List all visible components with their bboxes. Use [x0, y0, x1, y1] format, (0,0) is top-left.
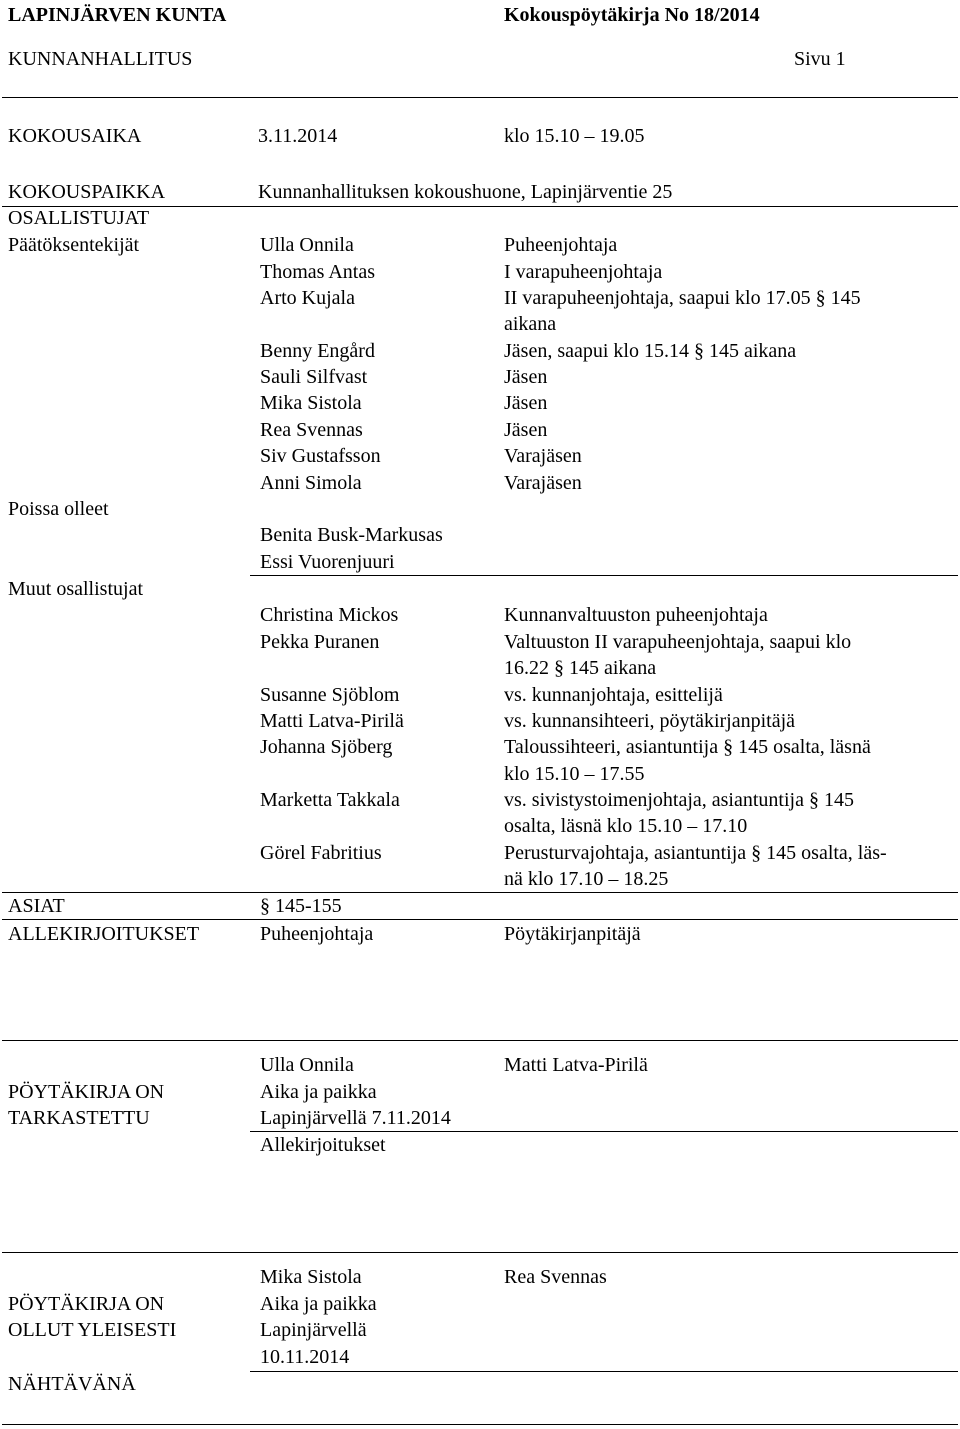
- other-role-cont: klo 15.10 – 17.55: [504, 763, 645, 785]
- matters-label: ASIAT: [8, 895, 65, 917]
- other-name: Matti Latva-Pirilä: [260, 710, 404, 732]
- member-name: Arto Kujala: [260, 287, 355, 309]
- absent-divider: [250, 575, 958, 576]
- checked-signatures-label: Allekirjoitukset: [260, 1134, 386, 1156]
- absent-name: Benita Busk-Markusas: [260, 524, 443, 546]
- checked-divider: [2, 1252, 958, 1253]
- public-label-line2: OLLUT YLEISESTI: [8, 1319, 177, 1341]
- absent-label: Poissa olleet: [8, 498, 109, 520]
- participants-label: OSALLISTUJAT: [8, 207, 150, 229]
- other-role: vs. kunnansihteeri, pöytäkirjanpitäjä: [504, 710, 796, 732]
- meeting-place-label: KOKOUSPAIKKA: [8, 181, 166, 203]
- other-role-cont: nä klo 17.10 – 18.25: [504, 868, 669, 890]
- header-divider: [2, 97, 958, 98]
- other-name: Marketta Takkala: [260, 789, 400, 811]
- other-role: Taloussihteeri, asiantuntija § 145 osalta, läsnä: [504, 736, 871, 758]
- matters-divider: [2, 919, 958, 920]
- member-name: Anni Simola: [260, 472, 362, 494]
- checked-time-place-label: Aika ja paikka: [260, 1081, 377, 1103]
- document-title: Kokouspöytäkirja No 18/2014: [504, 4, 760, 26]
- member-role: Puheenjohtaja: [504, 234, 618, 256]
- checker-name: Ulla Onnila: [260, 1054, 354, 1076]
- member-name: Mika Sistola: [260, 392, 362, 414]
- bottom-divider: [2, 1424, 958, 1425]
- member-name: Siv Gustafsson: [260, 445, 381, 467]
- member-name: Rea Svennas: [260, 419, 363, 441]
- public-time-place-label: Aika ja paikka: [260, 1293, 377, 1315]
- member-role: Varajäsen: [504, 472, 582, 494]
- signatures-divider: [2, 1040, 958, 1041]
- other-name: Pekka Puranen: [260, 631, 380, 653]
- other-role-cont: 16.22 § 145 aikana: [504, 657, 657, 679]
- member-name: Ulla Onnila: [260, 234, 354, 256]
- others-label: Muut osallistujat: [8, 578, 143, 600]
- public-inner-divider: [250, 1371, 958, 1372]
- other-role: vs. kunnanjohtaja, esittelijä: [504, 684, 723, 706]
- member-name: Benny Engård: [260, 340, 375, 362]
- member-role-cont: aikana: [504, 313, 557, 335]
- secretary-signature-label: Pöytäkirjanpitäjä: [504, 923, 641, 945]
- public-place: Lapinjärvellä: [260, 1319, 367, 1341]
- other-name: Christina Mickos: [260, 604, 399, 626]
- public-person: Mika Sistola: [260, 1266, 362, 1288]
- page-number: Sivu 1: [794, 48, 846, 70]
- checked-label-line2: TARKASTETTU: [8, 1107, 150, 1129]
- meeting-time: klo 15.10 – 19.05: [504, 125, 645, 147]
- matters-value: § 145-155: [260, 895, 342, 917]
- member-name: Thomas Antas: [260, 261, 375, 283]
- other-role: Kunnanvaltuuston puheenjohtaja: [504, 604, 768, 626]
- member-role: II varapuheenjohtaja, saapui klo 17.05 § 145: [504, 287, 861, 309]
- member-role: Jäsen: [504, 419, 548, 441]
- body-name: KUNNANHALLITUS: [8, 48, 193, 70]
- other-name: Görel Fabritius: [260, 842, 382, 864]
- public-label-line3: NÄHTÄVÄNÄ: [8, 1373, 136, 1395]
- other-name: Susanne Sjöblom: [260, 684, 400, 706]
- others-divider: [2, 892, 958, 893]
- member-role: I varapuheenjohtaja: [504, 261, 663, 283]
- meeting-date: 3.11.2014: [258, 125, 338, 147]
- public-date: 10.11.2014: [260, 1346, 350, 1368]
- absent-name: Essi Vuorenjuuri: [260, 551, 395, 573]
- meeting-time-label: KOKOUSAIKA: [8, 125, 142, 147]
- public-label-line1: PÖYTÄKIRJA ON: [8, 1293, 165, 1315]
- checker-name: Matti Latva-Pirilä: [504, 1054, 648, 1076]
- other-role-cont: osalta, läsnä klo 15.10 – 17.10: [504, 815, 748, 837]
- other-name: Johanna Sjöberg: [260, 736, 393, 758]
- signatures-label: ALLEKIRJOITUKSET: [8, 923, 200, 945]
- org-name: LAPINJÄRVEN KUNTA: [8, 4, 227, 26]
- other-role: Perusturvajohtaja, asiantuntija § 145 osalta, läs-: [504, 842, 887, 864]
- checked-label-line1: PÖYTÄKIRJA ON: [8, 1081, 165, 1103]
- other-role: vs. sivistystoimenjohtaja, asiantuntija § 145: [504, 789, 854, 811]
- member-role: Jäsen, saapui klo 15.14 § 145 aikana: [504, 340, 797, 362]
- member-role: Varajäsen: [504, 445, 582, 467]
- other-role: Valtuuston II varapuheenjohtaja, saapui klo: [504, 631, 852, 653]
- decision-makers-label: Päätöksentekijät: [8, 234, 140, 256]
- member-role: Jäsen: [504, 366, 548, 388]
- member-role: Jäsen: [504, 392, 548, 414]
- public-person: Rea Svennas: [504, 1266, 607, 1288]
- chair-signature-label: Puheenjohtaja: [260, 923, 374, 945]
- member-name: Sauli Silfvast: [260, 366, 368, 388]
- meeting-place: Kunnanhallituksen kokoushuone, Lapinjärventie 25: [258, 181, 673, 203]
- checked-place-date: Lapinjärvellä 7.11.2014: [260, 1107, 451, 1129]
